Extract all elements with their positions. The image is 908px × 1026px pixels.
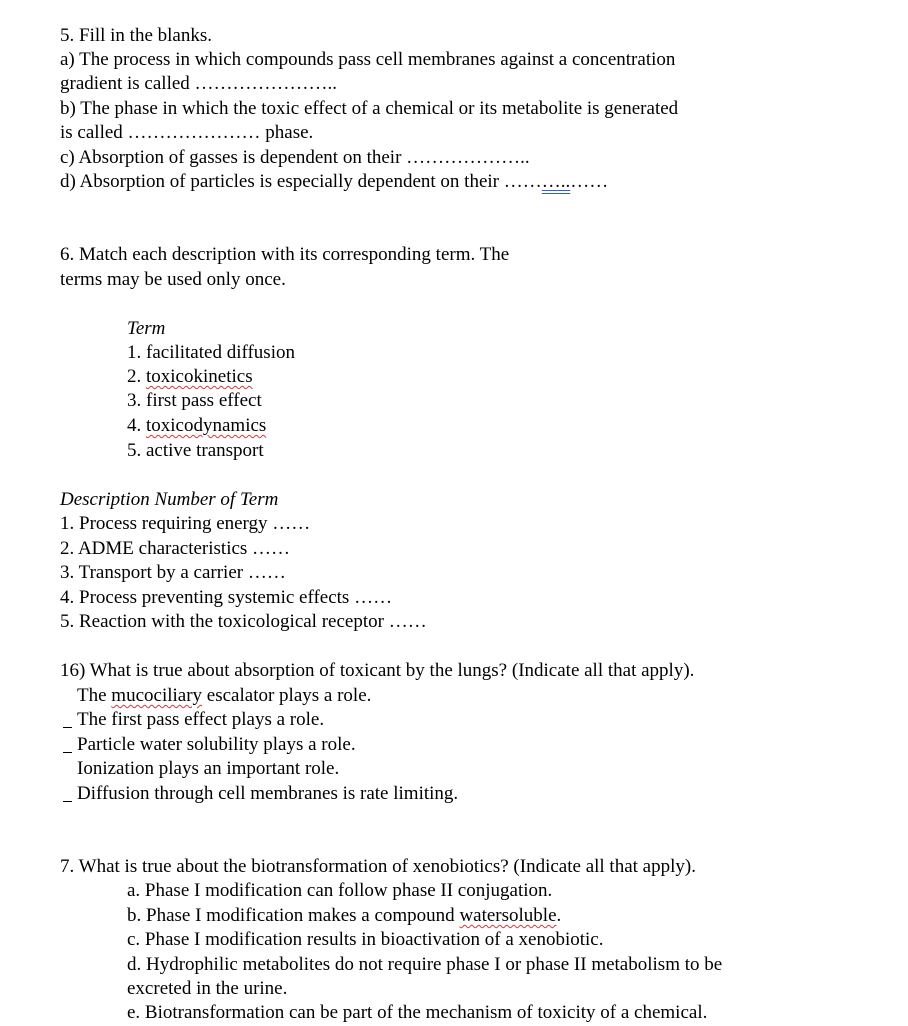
q6-term-item	[127, 365, 253, 390]
option-text: b. Phase I modification makes a compound	[127, 905, 460, 926]
option-text: The	[77, 685, 112, 706]
q16-option-3: Particle water solubility plays a role.	[77, 734, 356, 755]
term-number: 1.	[127, 342, 146, 363]
q5-d-prefix: d) Absorption of particles is especially dependent on their ……	[60, 171, 542, 192]
option-text: .	[556, 905, 562, 926]
q7-option-e: e. Biotransformation can be part of the mechanism of toxicity of a chemical.	[127, 1002, 708, 1023]
q5-d-suffix: ……	[570, 171, 609, 192]
q6-term-item	[127, 389, 262, 414]
q6-description-item: 5. Reaction with the toxicological receptor ……	[60, 611, 427, 632]
option-text-spellcheck: mucociliary	[111, 685, 203, 706]
q7-option-d-line1: d. Hydrophilic metabolites do not require phase I or phase II metabolism to be	[127, 954, 723, 975]
q5-a-line2: gradient is called …………………..	[60, 73, 338, 94]
q5-b-line2: is called ………………… phase.	[60, 122, 314, 143]
term-word-spellcheck: toxicodynamics	[146, 415, 267, 436]
q6-description-item: 4. Process preventing systemic effects ……	[60, 587, 393, 608]
term-number: 2.	[127, 366, 146, 387]
q16-option-1	[77, 684, 371, 709]
q7-title: 7. What is true about the biotransformation of xenobiotics? (Indicate all that apply).	[60, 856, 696, 877]
answer-blank	[63, 801, 72, 802]
term-number: 5.	[127, 440, 146, 461]
q5-d-line	[60, 170, 608, 195]
term-number: 3.	[127, 390, 146, 411]
q16-option-5: Diffusion through cell membranes is rate limiting.	[77, 783, 459, 804]
term-word: facilitated diffusion	[146, 342, 295, 363]
q7-option-a: a. Phase I modification can follow phase II conjugation.	[127, 880, 553, 901]
q6-title-line1: 6. Match each description with its corresponding term. The	[60, 244, 510, 265]
term-word: active transport	[146, 440, 264, 461]
q16-option-4: Ionization plays an important role.	[77, 758, 340, 779]
q6-description-item: 1. Process requiring energy ……	[60, 513, 311, 534]
q6-term-item	[127, 341, 295, 366]
term-number: 4.	[127, 415, 146, 436]
answer-blank	[63, 727, 72, 728]
q6-description-item: 3. Transport by a carrier ……	[60, 562, 286, 583]
q6-term-item	[127, 414, 266, 439]
q6-term-item	[127, 439, 264, 464]
q16-title: 16) What is true about absorption of toxicant by the lungs? (Indicate all that apply).	[60, 660, 695, 681]
q5-a-line1: a) The process in which compounds pass cell membranes against a concentration	[60, 49, 676, 70]
q7-option-d-line2: excreted in the urine.	[127, 978, 288, 999]
option-text: escalator plays a role.	[202, 685, 372, 706]
term-word: first pass effect	[146, 390, 262, 411]
q16-option-2: The first pass effect plays a role.	[77, 709, 325, 730]
q5-title: 5. Fill in the blanks.	[60, 25, 212, 46]
q6-title-line2: terms may be used only once.	[60, 269, 286, 290]
q5-c-line: c) Absorption of gasses is dependent on their ………………..	[60, 147, 530, 168]
q7-option-c: c. Phase I modification results in bioactivation of a xenobiotic.	[127, 929, 604, 950]
q6-term-header: Term	[127, 318, 166, 339]
q7-option-b	[127, 904, 561, 929]
term-word-spellcheck: toxicokinetics	[146, 366, 253, 387]
q5-b-line1: b) The phase in which the toxic effect of a chemical or its metabolite is generated	[60, 98, 679, 119]
q6-description-item: 2. ADME characteristics ……	[60, 538, 291, 559]
q5-d-marked-dots: …..	[541, 171, 571, 192]
q6-description-header: Description Number of Term	[60, 489, 279, 510]
option-text-spellcheck: watersoluble	[459, 905, 557, 926]
answer-blank	[63, 752, 72, 753]
